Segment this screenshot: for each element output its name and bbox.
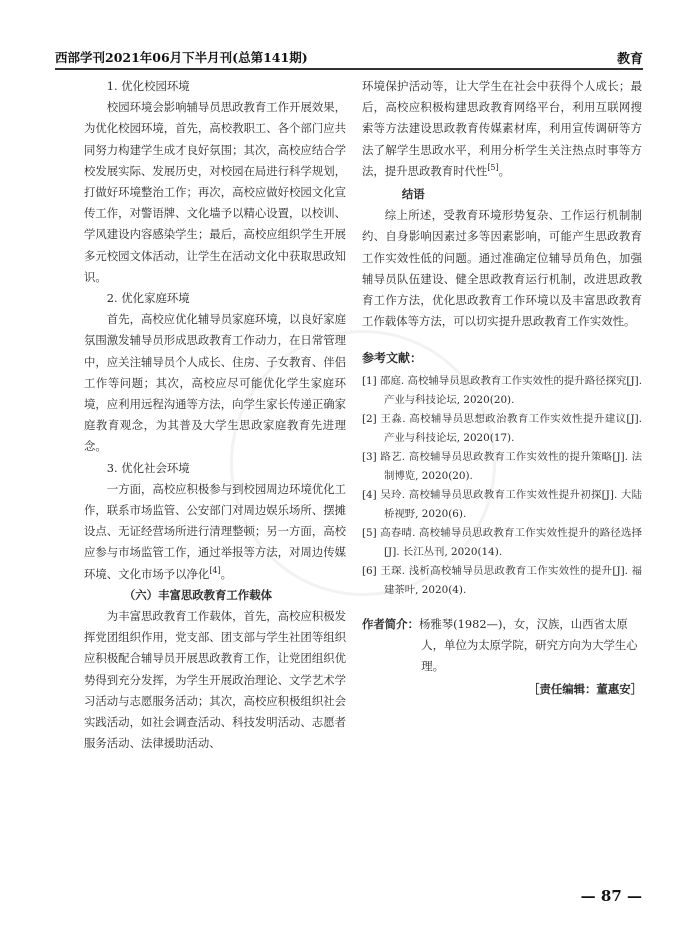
paragraph-social-end: 。 (220, 566, 233, 581)
section-heading-carriers: （六）丰富思政教育工作载体 (123, 587, 272, 602)
conclusion-heading: 结语 (401, 187, 425, 202)
responsible-editor: ［责任编辑：董惠安］ (528, 681, 642, 696)
paragraph-carriers-cont-end: 。 (498, 163, 511, 178)
references-list (362, 372, 642, 600)
paragraph-carriers-cont (362, 76, 642, 182)
reference-item: [2] 王淼. 高校辅导员思想政治教育工作实效性提升建议[J]. 产业与科技论坛, 2020(17). (362, 412, 642, 444)
author-bio (362, 614, 642, 677)
references-title: 参考文献： (362, 351, 423, 366)
right-column (362, 76, 642, 700)
paragraph-social-environment (84, 479, 346, 585)
reference-item: [4] 吴玲. 高校辅导员思政教育工作实效性提升初探[J]. 大陆桥视野, 2020(6). (362, 488, 642, 520)
paragraph-family-environment: 首先，高校应优化辅导员家庭环境，以良好家庭氛围激发辅导员形成思政教育工作动力，在日常管理中，应关注辅导员个人成长、住房、子女教育、伴侣工作等问题；其次，高校应尽可能优化学生家庭环境，应利用远程沟通等方法，向学生家长传递正确家庭教育观念，为其普及大学生思政家庭教育先进理念。 (84, 312, 347, 454)
subheading-family-environment: 2. 优化家庭环境 (106, 291, 190, 306)
reference-item: [1] 邵庭. 高校辅导员思政教育工作实效性的提升路径探究[J]. 产业与科技论坛, 2020(20). (362, 374, 642, 406)
paragraph-social-text: 一方面，高校应积极参与到校园周边环境优化工作，联系市场监管、公安部门对周边娱乐场所、摆摊设点、无证经营场所进行清理整顿；另一方面，高校应参与市场监管工作，通过举报等方法，对周边传媒环境、文化市场予以净化 (84, 481, 347, 581)
paragraph-campus-environment: 校园环境会影响辅导员思政教育工作开展效果，为优化校园环境，首先，高校教职工、各个部门应共同努力构建学生成才良好氛围；其次，高校应结合学校发展实际、发展历史，对校园在局进行科学规划，打做好环境整治工作；再次，高校应做好校园文化宣传工作，对警语牌、文化墙予以精心设置，以校训、学风建设内容感染学生；最后，高校应组织学生开展多元校园文体活动，让学生在活动文化中获取思政知识。 (84, 100, 347, 284)
subheading-campus-environment: 1. 优化校园环境 (106, 79, 190, 93)
section-label: 教育 (616, 52, 643, 67)
author-bio-label: 作者简介： (362, 616, 419, 631)
reference-item: [5] 高春晴. 高校辅导员思政教育工作实效性提升的路径选择[J]. 长江丛刊, 2020(14). (362, 526, 642, 558)
citation-4: [4] (209, 565, 221, 575)
reference-item: [6] 王琛. 浅析高校辅导员思政教育工作实效性的提升[J]. 福建茶叶, 2020(4). (362, 564, 642, 596)
author-bio-text: 杨雅琴(1982—)，女，汉族，山西省太原人，单位为太原学院，研究方向为大学生心理。 (418, 616, 638, 673)
conclusion-paragraph: 综上所述，受教育环境形势复杂、工作运行机制制约、自身影响因素过多等因素影响，可能产生思政教育工作实效性低的问题。通过准确定位辅导员角色，加强辅导员队伍建设、健全思政教育运行机制，改进思政教育工作方法，优化思政教育工作环境以及丰富思政教育工作载体等方法，可以切实提升思政教育工作实效性。 (362, 208, 642, 329)
subheading-social-environment: 3. 优化社会环境 (106, 460, 190, 475)
paragraph-carriers: 为丰富思政教育工作载体，首先，高校应积极发挥党团组织作用，党支部、团支部与学生社团等组织应积极配合辅导员开展思政教育工作，让党团组织优势得到充分发挥，为学生开展政治理论、文学艺术学习活动与志愿服务活动；其次，高校应积极组织社会实践活动，如社会调查活动、科技发明活动、志愿者服务活动、法律援助活动、 (84, 609, 347, 751)
page-header (55, 42, 643, 70)
citation-5: [5] (487, 163, 499, 173)
reference-item: [3] 路艺. 高校辅导员思政教育工作实效性的提升策略[J]. 法制博览, 2020(20). (362, 450, 642, 482)
journal-title: 西部学刊2021年06月下半月刊(总第141期) (55, 50, 308, 65)
page-number: — 87 — (580, 887, 642, 905)
left-column (84, 76, 346, 755)
paragraph-carriers-cont-text: 环境保护活动等，让大学生在社会中获得个人成长；最后，高校应积极构建思政教育网络平台，利用互联网搜索等方法建设思政教育传媒素材库，利用宣传调研等方法了解学生思政水平，利用分析学生关注热点时事等方法，提升思政教育时代性 (362, 79, 642, 178)
